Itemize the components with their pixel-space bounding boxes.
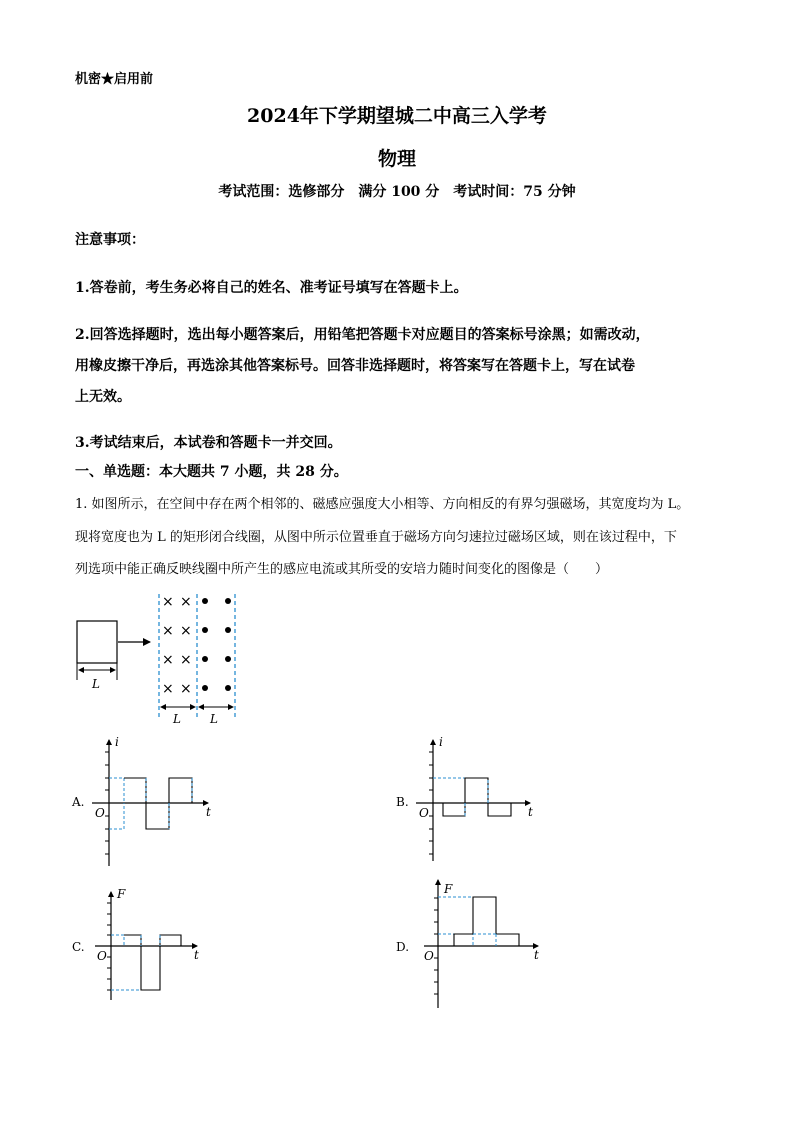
exam-scope: 考试范围：选修部分 满分 100 分 考试时间：75 分钟 — [218, 184, 576, 200]
svg-text:×: × — [180, 623, 192, 639]
exam-subject: 物理 — [377, 148, 416, 170]
notice-rule-2-line-3: 上无效。 — [75, 389, 131, 405]
option-a-origin: O — [95, 806, 105, 820]
option-a-graph — [71, 735, 211, 866]
field-out-of-page-dots — [202, 598, 231, 691]
notice-heading: 注意事项： — [75, 232, 145, 248]
option-d-x-axis-label: t — [534, 948, 539, 962]
question-1-line-2: 现将宽度也为 L 的矩形闭合线圈，从图中所示位置垂直于磁场方向匀速拉过磁场区域，则在该过程中，下 — [75, 530, 677, 545]
svg-text:×: × — [162, 681, 174, 697]
option-d-y-axis-label: F — [444, 882, 453, 896]
exam-title: 2024年下学期望城二中高三入学考 — [247, 105, 547, 127]
field-width-label-1: L — [173, 712, 181, 726]
magnetic-field-figure — [77, 594, 235, 726]
svg-text:×: × — [180, 681, 192, 697]
svg-text:×: × — [162, 623, 174, 639]
svg-text:×: × — [180, 594, 192, 610]
notice-rule-2-line-2: 用橡皮擦干净后，再选涂其他答案标号。回答非选择题时，将答案写在答题卡上，写在试卷 — [75, 358, 635, 374]
option-c-graph — [72, 887, 199, 1000]
option-a-letter: A. — [72, 795, 85, 809]
coil-rect — [77, 621, 117, 663]
option-c-x-axis-label: t — [194, 948, 199, 962]
option-a-y-axis-label: i — [115, 735, 119, 749]
section-heading: 一、单选题：本大题共 7 小题，共 28 分。 — [75, 464, 348, 480]
question-1-line-1: 1. 如图所示，在空间中存在两个相邻的、磁感应强度大小相等、方向相反的有界匀强磁场，其宽度均为 L。 — [75, 497, 690, 512]
option-d-graph — [396, 880, 539, 1008]
svg-text:×: × — [180, 652, 192, 668]
question-1-line-3: 列选项中能正确反映线圈中所产生的感应电流或其所受的安培力随时间变化的图像是（ ） — [75, 562, 609, 577]
option-a-x-axis-label: t — [206, 805, 211, 819]
option-c-origin: O — [97, 949, 107, 963]
notice-rule-3: 3.考试结束后，本试卷和答题卡一并交回。 — [75, 435, 342, 451]
option-b-x-axis-label: t — [528, 805, 533, 819]
notice-rule-1: 1.答卷前，考生务必将自己的姓名、准考证号填写在答题卡上。 — [75, 280, 468, 296]
option-b-letter: B. — [396, 795, 409, 809]
option-d-origin: O — [424, 949, 434, 963]
field-width-label-2: L — [210, 712, 218, 726]
option-d-letter: D. — [396, 940, 410, 954]
coil-width-label: L — [92, 677, 100, 691]
option-c-y-axis-label: F — [117, 887, 126, 901]
notice-rule-2-line-1: 2.回答选择题时，选出每小题答案后，用铅笔把答题卡对应题目的答案标号涂黑；如需改动， — [75, 327, 650, 343]
svg-text:×: × — [162, 652, 174, 668]
option-b-origin: O — [419, 806, 429, 820]
secret-mark: 机密★启用前 — [75, 72, 154, 87]
field-into-page-crosses — [162, 594, 192, 697]
svg-text:×: × — [162, 594, 174, 610]
option-b-y-axis-label: i — [439, 735, 443, 749]
option-b-graph — [396, 735, 533, 861]
option-c-letter: C. — [72, 940, 85, 954]
